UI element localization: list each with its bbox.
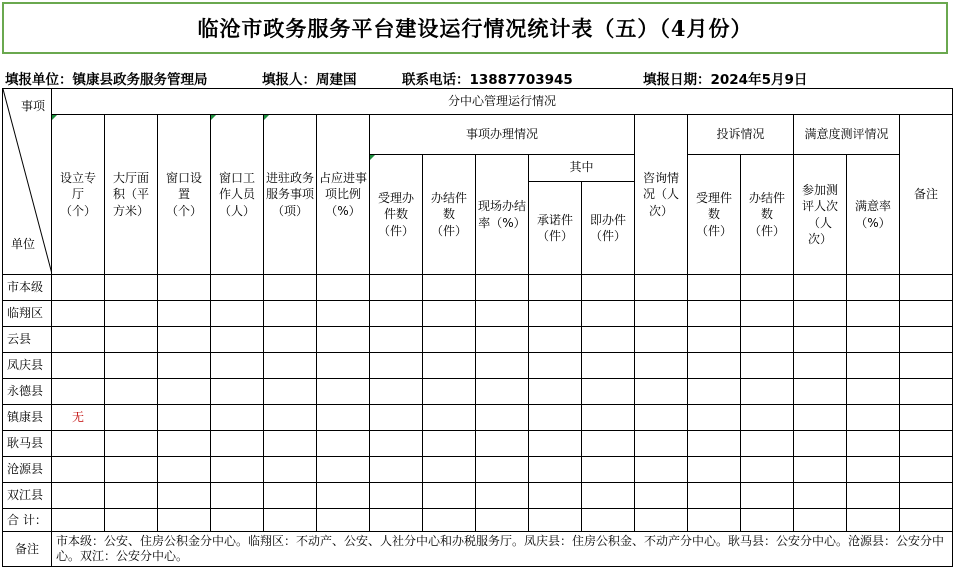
- data-cell: [582, 379, 635, 405]
- data-cell: [688, 379, 741, 405]
- col-remark-header: 备注: [900, 115, 953, 275]
- group-process-header: 事项办理情况: [370, 115, 635, 155]
- data-cell: [900, 301, 953, 327]
- col-instant-header: 即办件（件）: [589, 212, 626, 243]
- data-cell: [264, 353, 317, 379]
- data-cell: [794, 327, 847, 353]
- data-cell: [529, 379, 582, 405]
- row-label: 市本级: [3, 275, 52, 301]
- data-cell: [423, 301, 476, 327]
- data-cell: [582, 483, 635, 509]
- hall-cell: [52, 379, 105, 405]
- data-cell: [211, 431, 264, 457]
- row-label: 永德县: [3, 379, 52, 405]
- data-cell: [794, 457, 847, 483]
- col-window-header: 窗口设置（个）: [158, 115, 211, 275]
- hall-cell: [52, 327, 105, 353]
- col-accepted-header: 受理办件数（件）: [370, 155, 423, 275]
- data-cell: [741, 379, 794, 405]
- table-title-box: [2, 2, 948, 54]
- data-cell: [476, 327, 529, 353]
- data-cell: [264, 483, 317, 509]
- data-cell: [370, 327, 423, 353]
- data-cell: [688, 275, 741, 301]
- data-cell: [847, 483, 900, 509]
- data-cell: [211, 353, 264, 379]
- data-cell: [847, 353, 900, 379]
- data-cell: [847, 379, 900, 405]
- data-cell: [317, 379, 370, 405]
- data-cell: [105, 379, 158, 405]
- statistics-table: [2, 88, 953, 567]
- data-cell: [582, 457, 635, 483]
- data-cell: [741, 405, 794, 431]
- data-cell: [635, 457, 688, 483]
- data-cell: [423, 327, 476, 353]
- row-label: 镇康县: [3, 405, 52, 431]
- data-cell: [105, 327, 158, 353]
- data-cell: [529, 431, 582, 457]
- data-cell: [476, 301, 529, 327]
- data-cell: [582, 327, 635, 353]
- group-among-header: 其中: [529, 155, 634, 181]
- data-cell: [211, 327, 264, 353]
- hall-cell: [52, 301, 105, 327]
- table-row: [3, 301, 953, 327]
- data-cell: [688, 405, 741, 431]
- data-cell: [529, 275, 582, 301]
- data-cell: [158, 301, 211, 327]
- data-cell: [264, 431, 317, 457]
- data-cell: [635, 301, 688, 327]
- data-cell: [105, 353, 158, 379]
- data-cell: [158, 353, 211, 379]
- hall-cell: [52, 275, 105, 301]
- row-label: 耿马县: [3, 431, 52, 457]
- data-cell: [847, 275, 900, 301]
- data-cell: [741, 301, 794, 327]
- data-cell: [370, 483, 423, 509]
- among-subheader-cell: [529, 155, 635, 275]
- total-label: 合 计：: [3, 509, 52, 532]
- row-label: 凤庆县: [3, 353, 52, 379]
- data-cell: [635, 275, 688, 301]
- corner-item-label: 事项: [20, 99, 45, 113]
- data-cell: [847, 301, 900, 327]
- data-cell: [264, 327, 317, 353]
- data-cell: [688, 457, 741, 483]
- data-cell: [264, 457, 317, 483]
- data-cell: [264, 301, 317, 327]
- data-cell: [582, 405, 635, 431]
- data-cell: [264, 405, 317, 431]
- table-row: [3, 353, 953, 379]
- data-cell: [158, 431, 211, 457]
- group-satisfaction-header: 满意度测评情况: [794, 115, 900, 155]
- data-cell: [635, 431, 688, 457]
- table-row: [3, 483, 953, 509]
- row-label: 双江县: [3, 483, 52, 509]
- data-cell: [582, 301, 635, 327]
- data-cell: [794, 353, 847, 379]
- data-cell: [529, 327, 582, 353]
- page-title: 临沧市政务服务平台建设运行情况统计表（五）（4月份）: [197, 16, 753, 41]
- data-cell: [688, 327, 741, 353]
- row-label: 沧源县: [3, 457, 52, 483]
- data-cell: [317, 457, 370, 483]
- hall-cell: 无: [52, 405, 105, 431]
- data-cell: [476, 353, 529, 379]
- info-phone: 联系电话：13887703945: [402, 72, 573, 88]
- data-cell: [423, 457, 476, 483]
- row-label: 云县: [3, 327, 52, 353]
- data-cell: [635, 379, 688, 405]
- data-cell: [370, 275, 423, 301]
- data-cell: [847, 405, 900, 431]
- data-cell: [105, 483, 158, 509]
- col-comp-done-header: 办结件数（件）: [741, 155, 794, 275]
- data-cell: [105, 405, 158, 431]
- table-row: [3, 405, 953, 431]
- data-cell: [370, 405, 423, 431]
- data-cell: [900, 379, 953, 405]
- col-items-header: 进驻政务服务事项（项）: [264, 115, 317, 275]
- table-row: [3, 431, 953, 457]
- data-cell: [317, 405, 370, 431]
- data-cell: [688, 301, 741, 327]
- col-rate-header: 满意率（%）: [847, 155, 900, 275]
- data-cell: [370, 379, 423, 405]
- col-onsite-header: 现场办结率（%）: [476, 155, 529, 275]
- data-cell: [847, 457, 900, 483]
- data-cell: [158, 483, 211, 509]
- data-cell: [158, 275, 211, 301]
- col-ratio-header: 占应进事项比例（%）: [317, 115, 370, 275]
- data-cell: [688, 431, 741, 457]
- data-cell: [794, 275, 847, 301]
- data-cell: [317, 353, 370, 379]
- data-cell: [847, 431, 900, 457]
- data-cell: [900, 483, 953, 509]
- data-cell: [741, 275, 794, 301]
- data-cell: [476, 457, 529, 483]
- among-subtable: [529, 155, 634, 274]
- data-cell: [211, 275, 264, 301]
- data-cell: [317, 483, 370, 509]
- hall-cell: [52, 457, 105, 483]
- data-cell: [370, 457, 423, 483]
- data-cell: [794, 379, 847, 405]
- data-cell: [635, 405, 688, 431]
- table-row: [3, 275, 953, 301]
- data-cell: [370, 301, 423, 327]
- data-cell: [264, 275, 317, 301]
- data-cell: [900, 353, 953, 379]
- data-cell: [529, 353, 582, 379]
- data-cell: [211, 379, 264, 405]
- data-cell: [476, 483, 529, 509]
- data-cell: [317, 431, 370, 457]
- table-row: [3, 327, 953, 353]
- data-cell: [582, 431, 635, 457]
- data-cell: [529, 405, 582, 431]
- data-cell: [476, 405, 529, 431]
- data-cell: [317, 327, 370, 353]
- data-cell: [370, 431, 423, 457]
- data-cell: [582, 275, 635, 301]
- data-cell: [105, 431, 158, 457]
- data-cell: [635, 327, 688, 353]
- data-cell: [211, 405, 264, 431]
- data-cell: [635, 353, 688, 379]
- data-cell: [741, 353, 794, 379]
- col-promise-header: 承诺件（件）: [529, 181, 582, 274]
- data-cell: [105, 457, 158, 483]
- info-unit: 填报单位：镇康县政务服务管理局: [5, 72, 208, 88]
- data-cell: [794, 301, 847, 327]
- hall-cell: [52, 353, 105, 379]
- data-cell: [423, 353, 476, 379]
- data-cell: [741, 457, 794, 483]
- data-cell: [582, 353, 635, 379]
- col-area-header: 大厅面积（平方米）: [105, 115, 158, 275]
- data-cell: [423, 275, 476, 301]
- data-cell: [476, 275, 529, 301]
- data-cell: [529, 457, 582, 483]
- row-label: 临翔区: [3, 301, 52, 327]
- data-cell: [317, 275, 370, 301]
- data-cell: [158, 405, 211, 431]
- data-cell: [794, 483, 847, 509]
- group-complaint-header: 投诉情况: [688, 115, 794, 155]
- data-cell: [211, 301, 264, 327]
- data-cell: [900, 431, 953, 457]
- col-staff-header: 窗口工作人员（人）: [211, 115, 264, 275]
- table-row: [3, 457, 953, 483]
- data-cell: [688, 483, 741, 509]
- data-cell: [900, 327, 953, 353]
- col-participants-header: 参加测评人次（人次）: [794, 155, 847, 275]
- data-cell: [158, 379, 211, 405]
- data-cell: [529, 301, 582, 327]
- data-cell: [900, 405, 953, 431]
- data-cell: [529, 483, 582, 509]
- data-cell: [264, 379, 317, 405]
- data-cell: [476, 431, 529, 457]
- data-cell: [105, 301, 158, 327]
- info-person: 填报人：周建国: [262, 72, 357, 88]
- data-cell: [847, 327, 900, 353]
- hall-cell: [52, 483, 105, 509]
- data-cell: [158, 457, 211, 483]
- data-cell: [900, 457, 953, 483]
- data-cell: [900, 275, 953, 301]
- data-cell: [794, 405, 847, 431]
- data-cell: [741, 327, 794, 353]
- data-cell: [158, 327, 211, 353]
- col-hall-header: 设立专厅（个）: [52, 115, 105, 275]
- data-cell: [211, 457, 264, 483]
- notes-label: 备注: [3, 532, 52, 567]
- corner-unit-label: 单位: [11, 237, 36, 251]
- data-cell: [423, 483, 476, 509]
- data-cell: [370, 353, 423, 379]
- notes-text: 市本级：公安、住房公积金分中心。临翔区：不动产、公安、人社分中心和办税服务厅。凤庆县：住房公积金、不动产分中心。耿马县：公安分中心。沧源县：公安分中心。双江：公安分中心。: [52, 532, 953, 567]
- col-consult-header: 咨询情况（人次）: [635, 115, 688, 275]
- info-date: 填报日期：2024年5月9日: [643, 72, 808, 88]
- data-cell: [423, 431, 476, 457]
- data-cell: [476, 379, 529, 405]
- data-cell: [635, 483, 688, 509]
- hall-cell: [52, 431, 105, 457]
- data-cell: [688, 353, 741, 379]
- data-cell: [211, 483, 264, 509]
- data-cell: [423, 405, 476, 431]
- data-cell: [741, 483, 794, 509]
- col-done-header: 办结件数（件）: [423, 155, 476, 275]
- data-cell: [317, 301, 370, 327]
- corner-header-cell: [3, 89, 52, 275]
- col-comp-accept-header: 受理件数（件）: [688, 155, 741, 275]
- data-cell: [423, 379, 476, 405]
- data-cell: [794, 431, 847, 457]
- group-center-header: 分中心管理运行情况: [52, 89, 953, 115]
- data-cell: [741, 431, 794, 457]
- data-cell: [105, 275, 158, 301]
- table-row: [3, 379, 953, 405]
